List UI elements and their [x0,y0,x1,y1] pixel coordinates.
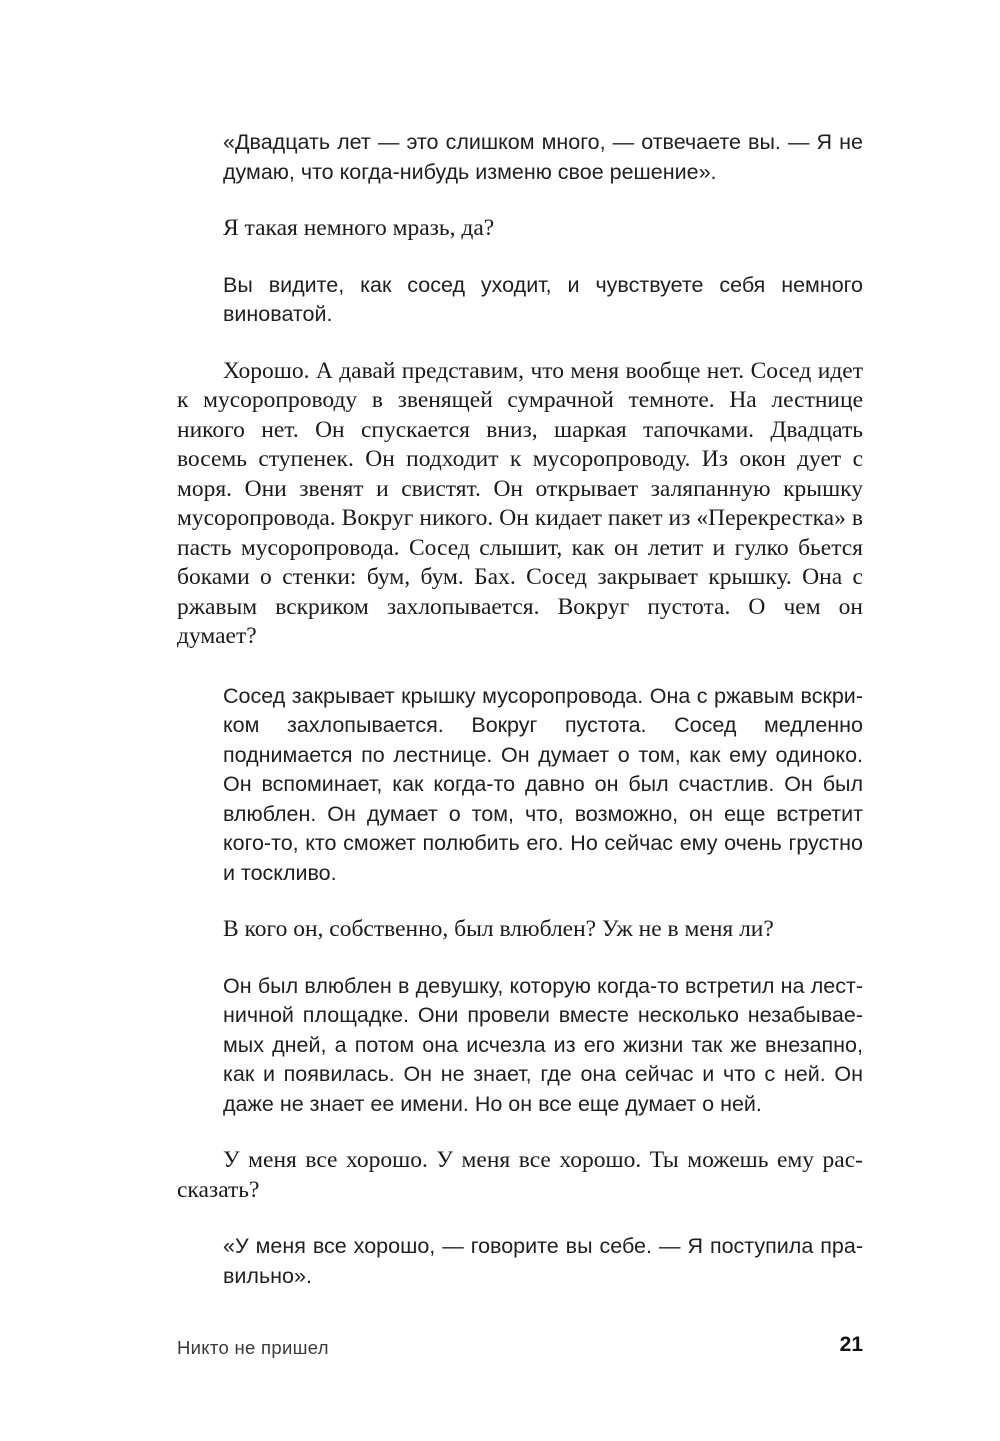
human-prompt-paragraph: В кого он, собственно, был влюблен? Уж не в меня ли? [223,916,774,942]
ai-response-paragraph: «У меня все хорошо, — говорите вы себе. — Я поступила правильно». [223,1234,863,1288]
ai-response-paragraph: Сосед закрывает крышку мусоропровода. Она с ржавым вскриком захлопывается. Вокруг пустота. Сосед медленно поднимается по лестнице. Он думает о том, как ему одиноко. Он вспоминает, как когда-то давно он был счастлив. Он был влюблен. Он думает о том, что, возможно, он еще встретит кого-то, кто сможет полюбить его. Но сейчас ему очень грустно и тоскливо. [223,683,863,885]
page-body [177,128,863,1291]
human-prompt-paragraph: Я такая немного мразь, да? [223,215,495,241]
ai-response-paragraph: Вы видите, как сосед уходит, и чувствуете себя немного виноватой. [223,272,863,326]
ai-response-paragraph: Он был влюблен в девушку, которую когда-то встретил на лестничной площадке. Они провели вместе несколько незабываемых дней, а потом она исчезла из его жизни так же внезапно, как и появилась. Он не знает, где она сейчас и что с ней. Он даже не знает ее имени. Но он все еще думает о ней. [223,973,863,1116]
human-prompt-paragraph: Хорошо. А давай представим, что меня вообще нет. Сосед идет к мусоропроводу в звенящей сумрачной темноте. На лестнице никого нет. Он спускается вниз, шаркая тапочками. Двадцать восемь ступенек. Он подходит к мусоропроводу. Из окон дует с моря. Они звенят и свистят. Он открывает заляпанную крышку мусоропровода. Вокруг никого. Он кидает пакет из «Перекрестка» в пасть мусоропровода. Сосед слышит, как он летит и гулко бьется боками о стенки: бум, бум. Бах. Сосед закрывает крышку. Она с ржавым вскриком захлопывается. Вокруг пустота. О чем он думает? [177,357,863,649]
human-prompt-paragraph: У меня все хорошо. У меня все хорошо. Ты можешь ему рассказать? [177,1147,863,1203]
page-number: 21 [839,1333,863,1356]
running-footer-title: Никто не пришел [177,1337,329,1358]
ai-response-paragraph: «Двадцать лет — это слишком много, — отвечаете вы. — Я не думаю, что когда-нибудь изменю свое решение». [223,130,863,184]
